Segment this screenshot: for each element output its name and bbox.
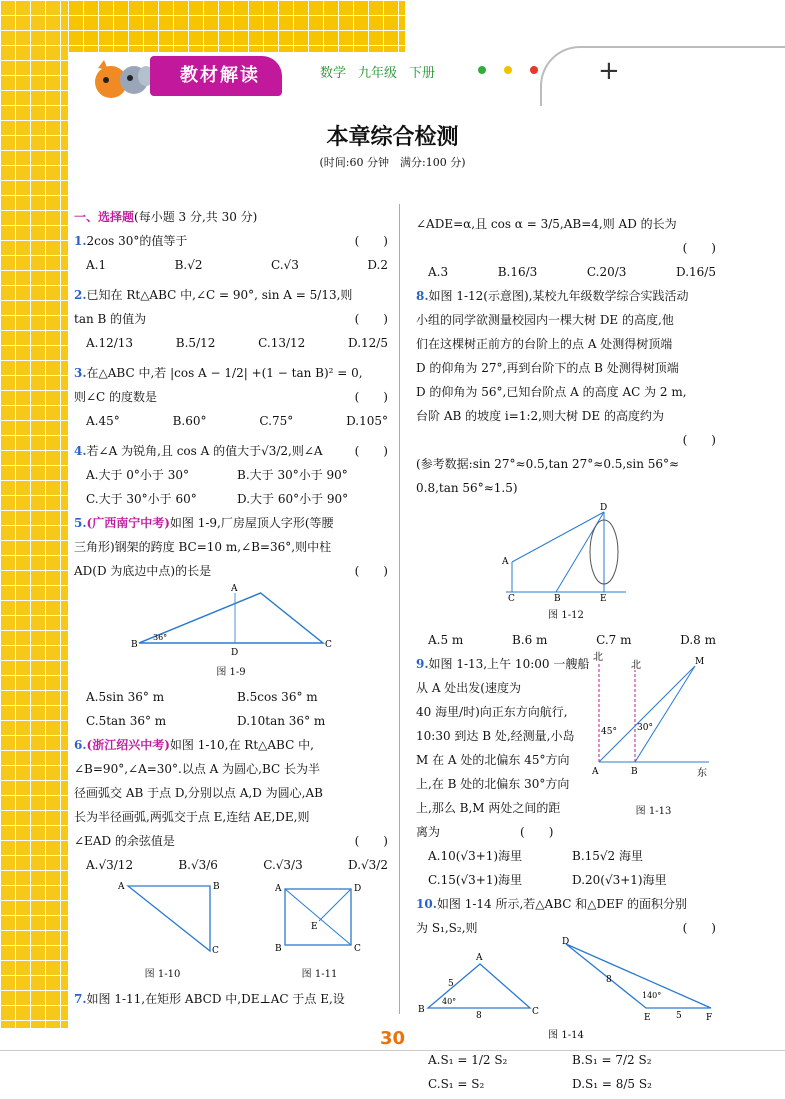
figure-1-10-wrap <box>98 881 228 987</box>
q1-options: A.1 B.√2 C.√3 D.2 <box>86 258 388 272</box>
green-dot <box>478 66 486 74</box>
angle-45: 45° <box>601 727 617 737</box>
svg-text:C: C <box>353 944 361 954</box>
question-1: 1.2cos 30°的值等于 ( ) <box>74 234 388 248</box>
q3-options: A.45° B.60° C.75° D.105° <box>86 414 388 428</box>
q8-line: D 的仰角为 56°,已知台阶点 A 的高度 AC 为 2 m, <box>416 385 687 399</box>
column-divider <box>399 204 400 1014</box>
angle-label: 36° <box>153 633 168 642</box>
q9-line: 上,在 B 处的北偏东 30°方向 <box>416 777 570 791</box>
q10-options: A.S₁ = 1/2 S₂ B.S₁ = 7/2 S₂ C.S₁ = S₂ D.S₁ = 8/5 S₂ <box>428 1053 652 1091</box>
yellow-dot <box>504 66 512 74</box>
question-3: 3.在△ABC 中,若 |cos A − 1/2| +(1 − tan B)² = 0, <box>74 366 363 380</box>
paren: ( ) <box>682 433 716 447</box>
question-7: 7.如图 1-11,在矩形 ABCD 中,DE⊥AC 于点 E,设 <box>74 992 345 1006</box>
north-label: 北 <box>631 660 641 671</box>
angle-30: 30° <box>637 723 653 733</box>
svg-text:5: 5 <box>676 1011 682 1021</box>
q8-line: 台阶 AB 的坡度 i=1:2,则大树 DE 的高度约为 <box>416 409 664 423</box>
plus-icon: + <box>598 56 620 86</box>
figure-1-14 <box>416 937 716 1023</box>
svg-text:A: A <box>117 882 124 892</box>
svg-text:E: E <box>600 594 607 604</box>
svg-text:B: B <box>131 640 138 650</box>
q8-reference: (参考数据:sin 27°≈0.5,tan 27°≈0.5,sin 56°≈ <box>416 457 680 471</box>
question-10: 10.如图 1-14 所示,若△ABC 和△DEF 的面积分别 <box>416 897 687 911</box>
bottom-rule <box>0 1050 785 1051</box>
page-number: 30 <box>379 1028 406 1049</box>
svg-text:A: A <box>231 584 238 594</box>
right-column <box>416 212 716 1096</box>
figure-1-13 <box>591 652 716 792</box>
q2-options: A.12/13 B.5/12 C.13/12 D.12/5 <box>86 336 388 350</box>
svg-text:B: B <box>418 1005 425 1015</box>
q9-options: A.10(√3+1)海里 B.15√2 海里 C.15(√3+1)海里 D.20(√3+1)海里 <box>428 849 667 887</box>
figure-1-11-wrap <box>275 881 365 987</box>
svg-text:F: F <box>706 1013 713 1023</box>
q7-options: A.3 B.16/3 C.20/3 D.16/5 <box>428 265 716 279</box>
svg-text:A: A <box>592 767 599 777</box>
svg-text:A: A <box>502 557 509 567</box>
q9-line: 10:30 到达 B 处,经测量,小岛 <box>416 729 575 743</box>
question-2: 2.已知在 Rt△ABC 中,∠C = 90°, sin A = 5/13,则 <box>74 288 353 302</box>
left-column <box>74 205 388 1011</box>
q9-line: 离为 ( ) <box>416 825 554 839</box>
time-info: (时间:60 分钟 满分:100 分) <box>319 156 466 169</box>
question-5-line2: 三角形)钢架的跨度 BC=10 m,∠B=36°,则中柱 <box>74 540 332 554</box>
q6-line: ∠B=90°,∠A=30°.以点 A 为圆心,BC 长为半 <box>74 762 321 776</box>
question-2-cont: tan B 的值为 ( ) <box>74 312 388 326</box>
header-curve <box>540 46 785 106</box>
svg-text:A: A <box>274 884 281 894</box>
caption-1-10: 图 1-10 <box>144 969 181 980</box>
q9-line: 从 A 处出发(速度为 <box>416 681 521 695</box>
q8-options: A.5 m B.6 m C.7 m D.8 m <box>428 633 716 647</box>
mascot-icon <box>86 56 156 104</box>
question-9-block <box>416 652 716 844</box>
svg-text:M: M <box>695 657 705 667</box>
question-10-cont: 为 S₁,S₂,则 ( ) <box>416 921 716 935</box>
question-6: 6.(浙江绍兴中考)如图 1-10,在 Rt△ABC 中, <box>74 738 314 752</box>
q9-line: 上,那么 B,M 两处之间的距 <box>416 801 561 815</box>
svg-text:D: D <box>231 648 239 658</box>
question-9-text <box>416 652 591 844</box>
figure-1-11 <box>275 881 365 955</box>
q6-options: A.√3/12 B.√3/6 C.√3/3 D.√3/2 <box>86 858 388 872</box>
book-info: 数学 九年级 下册 <box>320 66 436 81</box>
svg-text:B: B <box>212 882 220 892</box>
caption-1-14: 图 1-14 <box>548 1030 584 1041</box>
q6-line: ∠EAD 的余弦值是 ( ) <box>74 834 388 848</box>
figure-1-12 <box>496 502 636 602</box>
svg-text:C: C <box>508 594 515 604</box>
q8-line: D 的仰角为 27°,再到台阶下的点 B 处测得树顶端 <box>416 361 679 375</box>
svg-text:40°: 40° <box>442 997 457 1006</box>
question-8: 8.如图 1-12(示意图),某校九年级数学综合实践活动 <box>416 289 689 303</box>
svg-text:5: 5 <box>448 979 454 989</box>
q9-line: M 在 A 处的北偏东 45°方向 <box>416 753 570 767</box>
caption-1-13: 图 1-13 <box>635 806 672 817</box>
q5-options: A.5sin 36° m B.5cos 36° m C.5tan 36° m D.10tan 36° m <box>86 690 326 728</box>
svg-text:8: 8 <box>476 1011 482 1021</box>
figures-10-11 <box>74 881 388 987</box>
svg-text:D: D <box>562 937 570 947</box>
north-label: 北 <box>593 652 603 663</box>
svg-text:E: E <box>644 1013 651 1023</box>
caption-1-12: 图 1-12 <box>548 610 584 621</box>
svg-text:C: C <box>211 946 219 956</box>
east-label: 东 <box>697 768 707 779</box>
question-5: 5.(广西南宁中考)如图 1-9,厂房屋顶人字形(等腰 <box>74 516 334 530</box>
question-3-cont: 则∠C 的度数是 ( ) <box>74 390 388 404</box>
q9-line: 40 海里/时)向正东方向航行, <box>416 705 568 719</box>
svg-text:E: E <box>310 922 318 932</box>
svg-text:B: B <box>274 944 282 954</box>
svg-text:B: B <box>554 594 561 604</box>
question-5-line3: AD(D 为底边中点)的长是 ( ) <box>74 564 388 578</box>
figure-1-9 <box>131 585 331 659</box>
section-heading: 一、选择题(每小题 3 分,共 30 分) <box>74 210 258 224</box>
caption-1-11: 图 1-11 <box>301 969 338 980</box>
q8-reference: 0.8,tan 56°≈1.5) <box>416 481 518 495</box>
svg-text:A: A <box>476 953 483 963</box>
q4-options: A.大于 0°小于 30° B.大于 30°小于 90° C.大于 30°小于 60° D.大于 60°小于 90° <box>86 468 349 506</box>
svg-text:D: D <box>600 503 608 513</box>
brand-logo: 教材解读 <box>150 56 282 96</box>
q6-line: 长为半径画弧,两弧交于点 E,连结 AE,DE,则 <box>74 810 310 824</box>
question-4: 4.若∠A 为锐角,且 cos A 的值大于√3/2,则∠A ( ) <box>74 444 388 458</box>
svg-text:C: C <box>325 640 332 650</box>
paren: ( ) <box>682 241 716 255</box>
q6-line: 径画弧交 AB 于点 D,分别以点 A,D 为圆心,AB <box>74 786 323 800</box>
svg-text:8: 8 <box>606 975 612 985</box>
question-9: 9.如图 1-13,上午 10:00 一艘船 <box>416 657 590 671</box>
page-title: 本章综合检测 <box>326 125 459 150</box>
svg-text:D: D <box>353 884 361 894</box>
svg-text:140°: 140° <box>642 991 662 1000</box>
q8-line: 小组的同学欲测量校园内一棵大树 DE 的高度,他 <box>416 313 674 327</box>
svg-text:B: B <box>631 767 638 777</box>
figure-1-10 <box>98 881 228 955</box>
question-7-cont: ∠ADE=α,且 cos α = 3/5,AB=4,则 AD 的长为 <box>416 217 677 231</box>
q8-line: 们在这棵树正前方的台阶上的点 A 处测得树顶端 <box>416 337 673 351</box>
caption-1-9: 图 1-9 <box>216 667 246 678</box>
svg-text:C: C <box>532 1007 539 1017</box>
figure-1-13-wrap <box>591 652 716 844</box>
red-dot <box>530 66 538 74</box>
